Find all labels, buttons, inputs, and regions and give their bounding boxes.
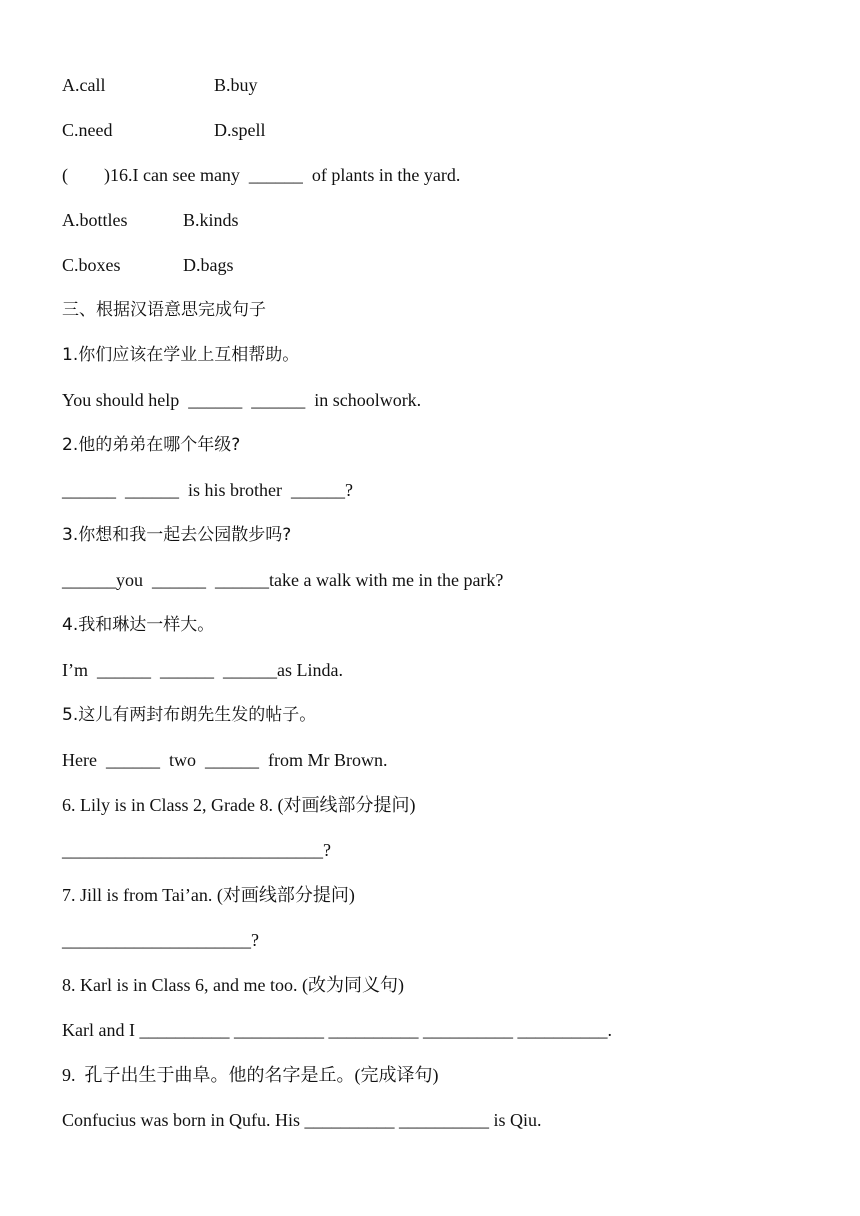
q16-option-c: C.boxes <box>62 255 121 275</box>
q15-option-c: C.need <box>62 120 113 140</box>
rewrite-question: 7. Jill is from Tai’an. (对画线部分提问) <box>62 885 355 905</box>
rewrite-answer: Confucius was born in Qufu. His __________ __________ is Qiu. <box>62 1110 542 1130</box>
sentence-chinese: 4.我和琳达一样大。 <box>62 615 215 635</box>
rewrite-question: 8. Karl is in Class 6, and me too. (改为同义句) <box>62 975 404 995</box>
q16-option-d: D.bags <box>183 255 234 275</box>
sentence-chinese: 5.这儿有两封布朗先生发的帖子。 <box>62 705 317 725</box>
rewrite-question: 6. Lily is in Class 2, Grade 8. (对画线部分提问) <box>62 795 416 815</box>
rewrite-answer: _____________________? <box>62 930 259 950</box>
q15-option-b: B.buy <box>214 75 258 95</box>
q16-option-a: A.bottles <box>62 210 128 230</box>
sentence-chinese: 3.你想和我一起去公园散步吗? <box>62 525 292 545</box>
q15-option-a: A.call <box>62 75 106 95</box>
sentence-english: I’m ______ ______ ______as Linda. <box>62 660 343 680</box>
q16-option-b: B.kinds <box>183 210 239 230</box>
q15-option-d: D.spell <box>214 120 266 140</box>
rewrite-question: 9. 孔子出生于曲阜。他的名字是丘。(完成译句) <box>62 1065 439 1085</box>
section-heading: 三、根据汉语意思完成句子 <box>62 300 266 320</box>
sentence-english: You should help ______ ______ in schoolwork. <box>62 390 422 410</box>
sentence-english: ______you ______ ______take a walk with me in the park? <box>62 570 504 590</box>
sentence-english: ______ ______ is his brother ______? <box>62 480 353 500</box>
rewrite-answer: _____________________________? <box>62 840 331 860</box>
sentence-english: Here ______ two ______ from Mr Brown. <box>62 750 388 770</box>
sentence-chinese: 2.他的弟弟在哪个年级? <box>62 435 241 455</box>
sentence-chinese: 1.你们应该在学业上互相帮助。 <box>62 345 300 365</box>
q16-stem: ( )16.I can see many ______ of plants in the yard. <box>62 165 461 185</box>
rewrite-answer: Karl and I __________ __________ __________ __________ __________. <box>62 1020 612 1040</box>
